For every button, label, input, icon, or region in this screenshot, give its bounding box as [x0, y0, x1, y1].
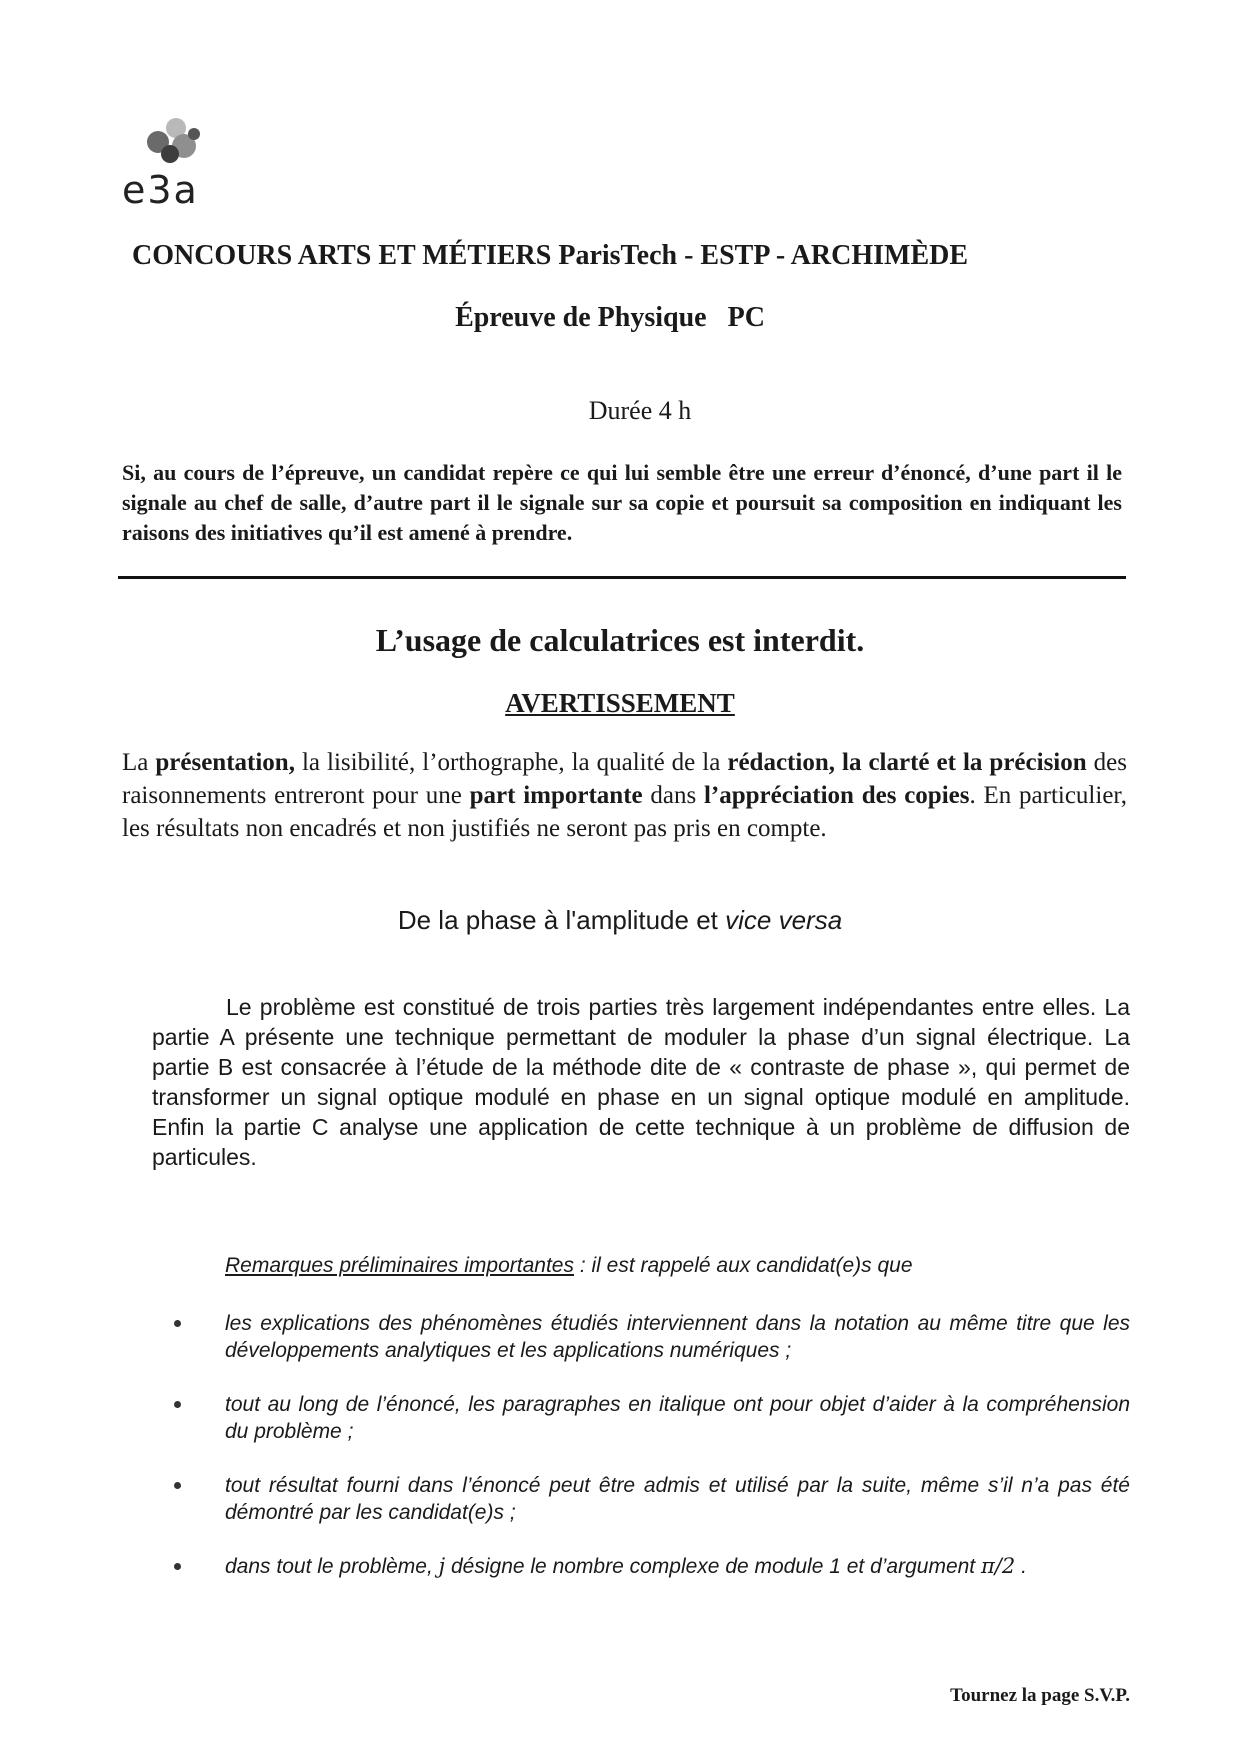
remarks-label: Remarques préliminaires importantes [225, 1254, 574, 1277]
warning-text: dans [642, 782, 704, 809]
exam-title: CONCOURS ARTS ET MÉTIERS ParisTech - ESTP - ARCHIMÈDE [131, 240, 969, 271]
problem-title-main: De la phase à l'amplitude et [397, 905, 726, 935]
list-item-text: . [1015, 1555, 1027, 1578]
math-j: j [438, 1554, 446, 1578]
bullet-icon [174, 1320, 181, 1327]
list-item [170, 1553, 1130, 1580]
warning-bold: rédaction, la clarté et la précision [727, 749, 1087, 776]
warning-title: AVERTISSEMENT [505, 688, 735, 718]
list-item [170, 1391, 1130, 1445]
list-item [170, 1472, 1130, 1526]
exam-subtitle: Épreuve de Physique PC [455, 302, 765, 333]
warning-text: . En particulier, les résultats non encadrés et non justifiés ne seront pas pris en compte. [122, 782, 1127, 842]
remarks-rest: : il est rappelé aux candidat(e)s que [573, 1254, 913, 1277]
warning-bold: présentation, [155, 749, 295, 776]
remarks-heading [225, 1254, 1125, 1278]
problem-title-italic: vice versa [725, 905, 843, 935]
warning-bold: l’appréciation des copies [703, 782, 970, 809]
problem-title [250, 905, 990, 936]
exam-duration: Durée 4 h [588, 396, 692, 425]
page-footer: Tournez la page S.V.P. [950, 1685, 1130, 1706]
logo-text: e3a [122, 168, 199, 212]
calculator-notice: L’usage de calculatrices est interdit. [375, 622, 865, 658]
problem-intro: Le problème est constitué de trois parties très largement indépendantes entre elles. La partie A présente une technique permettant de moduler la phase d’un signal électrique. La partie B est consacrée à l’étude de la méthode dite de « contraste de phase », qui permet de transformer un signal optique modulé en phase en un signal optique modulé en amplitude. Enfin la partie C analyse une application de cette technique à un problème de diffusion de particules. [152, 994, 1130, 1170]
warning-text: la lisibilité, l’orthographe, la qualité de la [294, 749, 728, 776]
list-item-text: les explications des phénomènes étudiés interviennent dans la notation au même titre que les développements analytiques et les applications numériques ; [225, 1312, 1130, 1362]
list-item-text: désigne le nombre complexe de module 1 et d’argument [445, 1555, 981, 1578]
bullet-icon [174, 1401, 181, 1408]
bullet-icon [174, 1482, 181, 1489]
warning-text: des raisonnements entreront pour une [122, 749, 1127, 809]
bullet-icon [174, 1563, 181, 1570]
remarks-list [170, 1310, 1130, 1607]
warning-text: La [122, 749, 156, 776]
list-item-text: tout au long de l’énoncé, les paragraphes en italique ont pour objet d’aider à la compréhension du problème ; [225, 1393, 1130, 1443]
error-notice: Si, au cours de l’épreuve, un candidat repère ce qui lui semble être une erreur d’énoncé, d’une part il le signale au chef de salle, d’autre part il le signale sur sa copie et poursuit sa composition en indiquant les raisons des initiatives qu’il est amené à prendre. [122, 460, 1122, 545]
list-item-text: dans tout le problème, [225, 1555, 439, 1578]
warning-paragraph [122, 746, 1127, 845]
warning-bold: part importante [469, 782, 643, 809]
divider [118, 576, 1126, 579]
list-item [170, 1310, 1130, 1364]
list-item-text: tout résultat fourni dans l’énoncé peut être admis et utilisé par la suite, même s’il n’a pas été démontré par les candidat(e)s ; [225, 1474, 1130, 1524]
math-pi-over-2: π/2 [980, 1554, 1016, 1578]
